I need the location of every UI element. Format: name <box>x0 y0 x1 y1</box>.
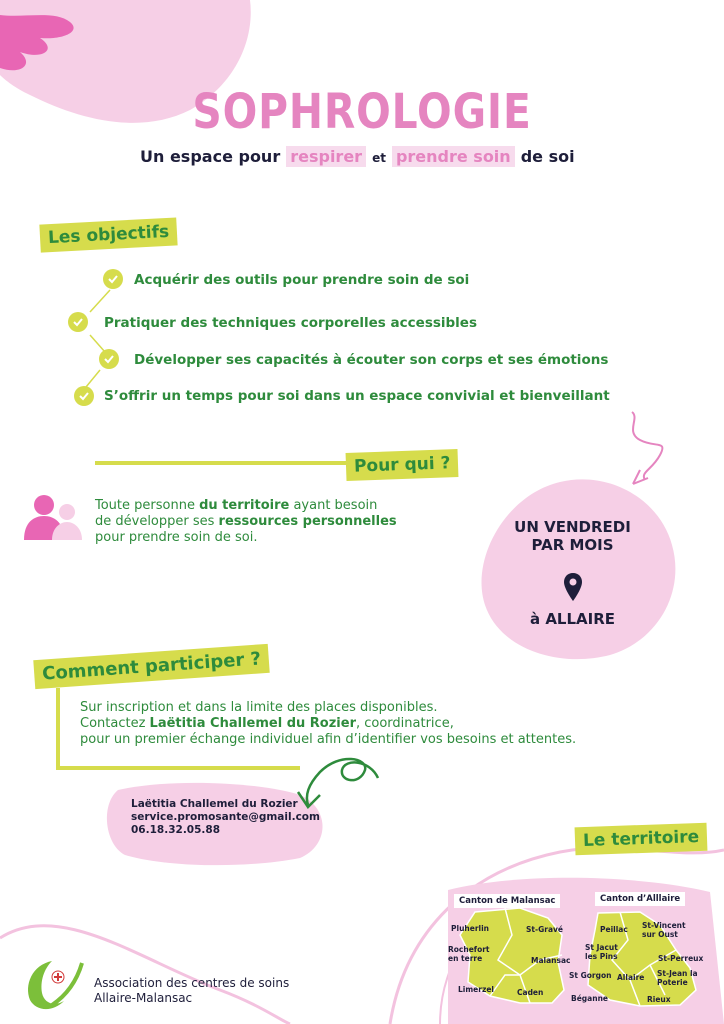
schedule-line1: UN VENDREDI <box>514 518 631 536</box>
check-icon <box>103 269 123 289</box>
audience-text: Toute personne du territoire ayant besoin de développer ses ressources personnelles pour prendre soin de soi. <box>95 498 397 545</box>
participate-text: Sur inscription et dans la limite des places disponibles. Contactez Laëtitia Challemel du Rozier, coordinatrice, pour un premier échange individuel afin d’identifier vos besoins et attentes. <box>80 700 577 747</box>
participate-heading: Comment participer ? <box>33 644 270 689</box>
subtitle-prefix: Un espace pour <box>140 147 281 166</box>
contact-name: Laëtitia Challemel du Rozier <box>131 798 298 810</box>
town-label: St-Gravé <box>526 925 563 934</box>
check-icon <box>68 312 88 332</box>
subtitle-and: et <box>372 151 386 165</box>
town-label: Allaire <box>617 973 645 982</box>
objective-item: Développer ses capacités à écouter son corps et ses émotions <box>134 352 609 368</box>
town-label: St Gorgon <box>569 971 612 980</box>
canton-allaire-label: Canton d’Alllaire <box>595 892 685 906</box>
town-label: Peillac <box>600 925 628 934</box>
objective-item: S’offrir un temps pour soi dans un espace convivial et bienveillant <box>104 388 610 404</box>
town-label: Rochefort en terre <box>448 945 490 963</box>
schedule-location: à ALLAIRE <box>529 610 616 628</box>
contact-email[interactable]: service.promosante@gmail.com <box>131 811 320 823</box>
town-label: Malansac <box>531 956 571 965</box>
page-title: SOPHROLOGIE <box>192 84 532 140</box>
canton-malansac-label: Canton de Malansac <box>454 894 560 908</box>
audience-heading: Pour qui ? <box>346 449 459 481</box>
town-label: Caden <box>517 988 544 997</box>
schedule-circle <box>482 479 676 659</box>
organization-name: Association des centres de soins Allaire-Malansac <box>94 976 290 1005</box>
association-logo <box>22 955 84 1013</box>
town-label: Pluherlin <box>451 924 490 933</box>
territory-heading: Le territoire <box>575 823 708 856</box>
town-label: St Jacut les Pins <box>585 943 618 961</box>
subtitle-highlight-prendre-soin: prendre soin <box>392 146 515 167</box>
schedule-text <box>500 518 645 554</box>
objective-item: Acquérir des outils pour prendre soin de soi <box>134 272 470 288</box>
objectives-heading: Les objectifs <box>39 217 177 252</box>
subtitle-suffix: de soi <box>520 147 575 166</box>
town-label: St-Vincent sur Oust <box>642 921 686 939</box>
town-label: St-Jean la Poterie <box>657 969 698 987</box>
town-label: Limerzel <box>458 985 494 994</box>
schedule-line2: PAR MOIS <box>531 536 614 554</box>
map-pin-icon <box>563 572 583 602</box>
check-icon <box>99 349 119 369</box>
town-label: Rieux <box>647 995 671 1004</box>
contact-phone[interactable]: 06.18.32.05.88 <box>131 824 221 836</box>
check-icon <box>74 386 94 406</box>
subtitle-highlight-respirer: respirer <box>286 146 366 167</box>
town-label: St-Perreux <box>658 954 704 963</box>
objective-item: Pratiquer des techniques corporelles accessibles <box>104 315 477 331</box>
contact-card <box>131 798 320 837</box>
subtitle <box>140 146 575 167</box>
people-icon <box>22 492 84 542</box>
town-label: Béganne <box>571 994 608 1003</box>
